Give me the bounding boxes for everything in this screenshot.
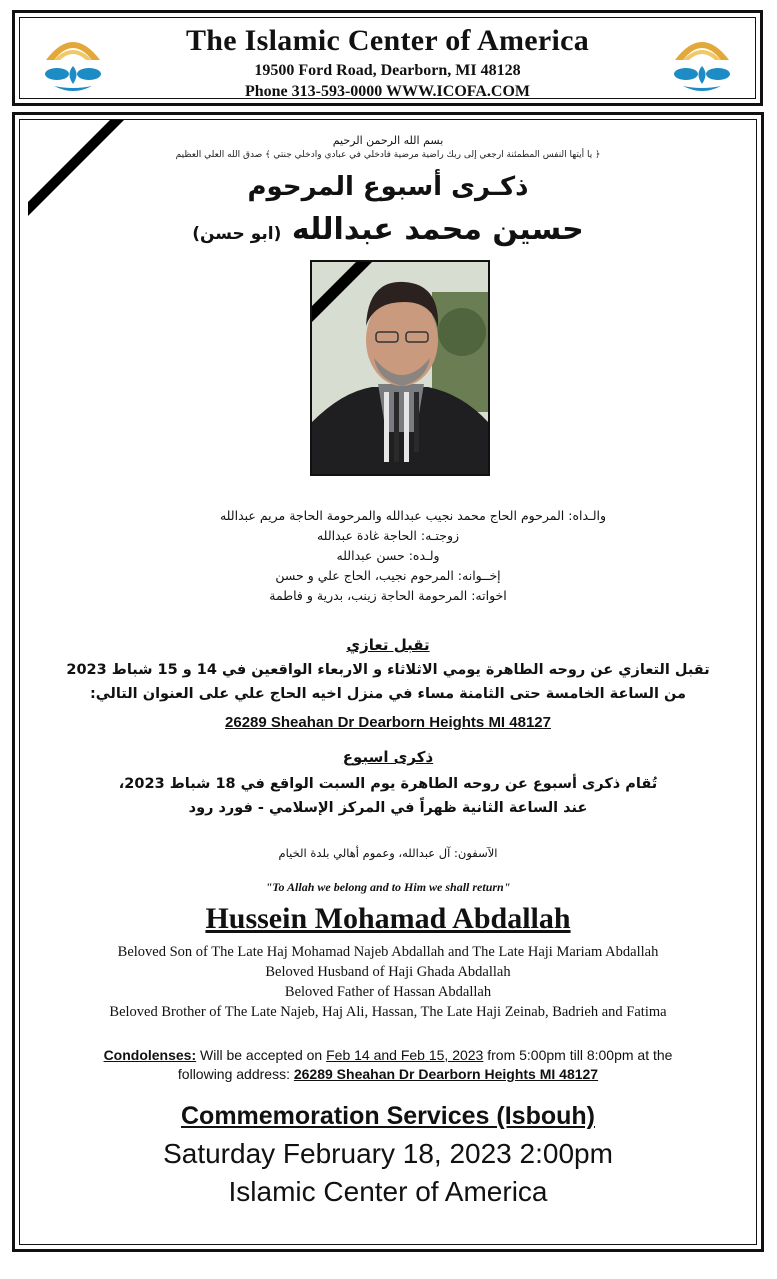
services-place: Islamic Center of America bbox=[228, 1176, 548, 1207]
basmala: بسم الله الرحمن الرحيم bbox=[332, 134, 444, 147]
english-condolences-line-1 bbox=[20, 1046, 756, 1065]
header-banner bbox=[12, 10, 763, 106]
arabic-memorial-line-2: عند الساعة الثانية ظهراً في المركز الإسلامي - فورد رود bbox=[188, 800, 588, 816]
quran-verse: ﴿ يا أيتها النفس المطمئنة ارجعي إلى ربك راضية مرضية فادخلي في عبادي وادخلي جنتي ﴾ صدق الله العلي العظيم bbox=[175, 150, 601, 160]
condolences-pre: Will be accepted on bbox=[196, 1047, 327, 1063]
english-deceased-name: Hussein Mohamad Abdallah bbox=[205, 902, 571, 935]
arabic-memorial-title: ذكرى اسبوع bbox=[342, 748, 434, 766]
center-title: The Islamic Center of America bbox=[185, 24, 590, 57]
services-date: Saturday February 18, 2023 2:00pm bbox=[163, 1138, 613, 1169]
family-brothers: إخــوانه: المرحوم نجيب، الحاج علي و حسن bbox=[275, 568, 501, 583]
condolences-dates: Feb 14 and Feb 15, 2023 bbox=[326, 1047, 484, 1063]
english-condolences-line-2 bbox=[20, 1065, 756, 1084]
arabic-condolences-address: 26289 Sheahan Dr Dearborn Heights MI 48127 bbox=[225, 714, 551, 731]
arabic-nickname: (ابو حسن) bbox=[192, 224, 282, 244]
deceased-portrait bbox=[310, 260, 490, 476]
arabic-condolences-title: تقبل تعازي bbox=[346, 636, 430, 654]
arabic-memorial-line-1: تُقام ذكرى أسبوع عن روحه الطاهرة يوم السبت الواقع في 18 شباط 2023، bbox=[118, 776, 658, 792]
arabic-condolences-line-2: من الساعة الخامسة حتى الثامنة مساء في منزل اخيه الحاج علي على العنوان التالي: bbox=[89, 686, 687, 702]
arabic-deceased-name: حسين محمد عبدالله bbox=[291, 212, 584, 247]
center-phone-website: Phone 313-593-0000 WWW.ICOFA.COM bbox=[244, 83, 531, 100]
family-parents: والـداه: المرحوم الحاج محمد نجيب عبدالله والمرحومة الحاجة مريم عبدالله bbox=[219, 508, 607, 523]
condolences-post: from 5:00pm till 8:00pm at the bbox=[483, 1047, 673, 1063]
condolences-label: Condolenses: bbox=[103, 1047, 197, 1063]
mosque-dome-logo-icon bbox=[669, 30, 735, 100]
arabic-name-line bbox=[20, 212, 756, 247]
english-quote: "To Allah we belong and to Him we shall return" bbox=[265, 880, 511, 894]
photo-mourning-ribbon-icon bbox=[312, 262, 372, 322]
arabic-heading: ذكـرى أسبوع المرحوم bbox=[247, 172, 529, 202]
relation-brother: Beloved Brother of The Late Najeb, Haj Ali, Hassan, The Late Haji Zeinab, Badrieh and Fatima bbox=[109, 1004, 667, 1020]
family-wife: زوجتـه: الحاجة غادة عبدالله bbox=[316, 528, 460, 543]
services-title: Commemoration Services (Isbouh) bbox=[181, 1102, 595, 1130]
obituary-notice bbox=[12, 112, 764, 1252]
family-sisters: اخواته: المرحومة الحاجة زينب، بدرية و فاطمة bbox=[269, 588, 507, 603]
arabic-mourners: الآسفون: آل عبدالله، وعموم أهالي بلدة الخيام bbox=[278, 846, 498, 860]
relation-son: Beloved Son of The Late Haj Mohamad Najeb Abdallah and The Late Haji Mariam Abdallah bbox=[117, 944, 659, 960]
condolences-line2-pre: following address: bbox=[177, 1066, 294, 1082]
center-address: 19500 Ford Road, Dearborn, MI 48128 bbox=[254, 62, 521, 79]
relation-husband: Beloved Husband of Haji Ghada Abdallah bbox=[265, 964, 511, 980]
family-son: ولـده: حسن عبدالله bbox=[336, 548, 440, 563]
english-condolences-address: 26289 Sheahan Dr Dearborn Heights MI 48127 bbox=[293, 1066, 599, 1082]
notice-inner-frame bbox=[19, 119, 757, 1245]
relation-father: Beloved Father of Hassan Abdallah bbox=[284, 984, 492, 1000]
header-inner-frame bbox=[19, 17, 756, 99]
arabic-condolences-line-1: تقبل التعازي عن روحه الطاهرة يومي الاثلاثاء و الاربعاء الواقعين في 14 و 15 شباط 2023 bbox=[66, 662, 710, 678]
